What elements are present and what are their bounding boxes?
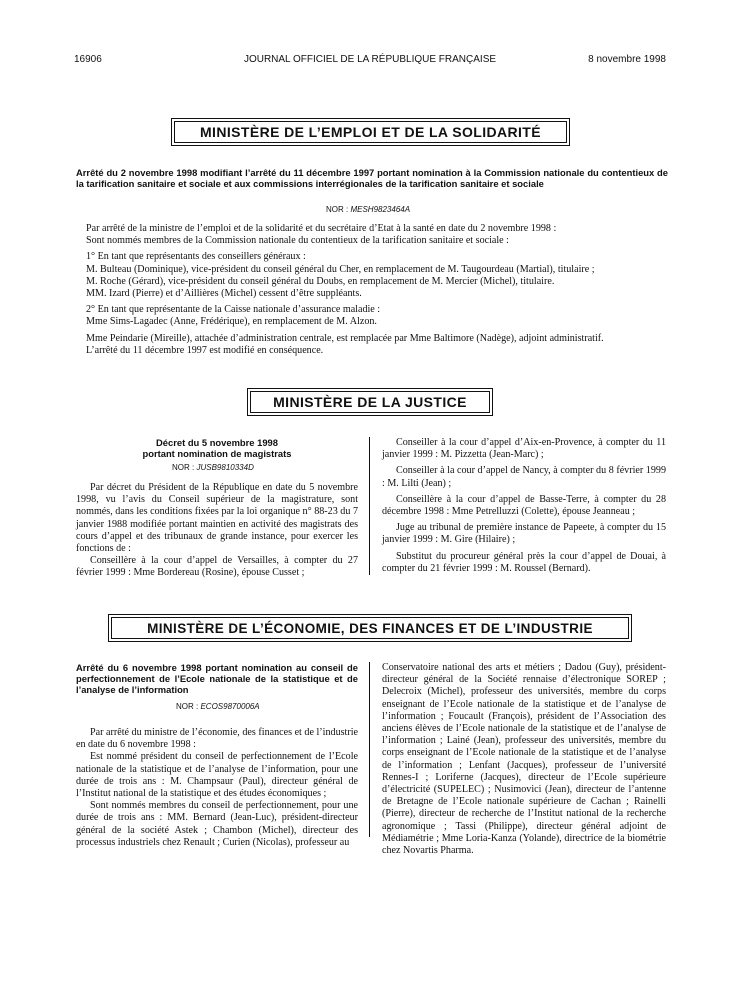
body-paragraph: Par décret du Président de la République en date du 5 novembre 1998, vu l’avis du Conseil supérieur de la magistrature, sont nommés, dans les conditions fixées par la loi organique n° 88-23 du 7 janvier 1988 modifiée portant maintien en activité des magistrats des cours d’appel et des tribunaux de grande instance, pour exercer les fonctions de : xyxy=(76,482,358,555)
nor-code: MESH9823464A xyxy=(350,205,411,214)
body-paragraph: M. Bulteau (Dominique), vice-président du conseil général du Cher, en remplacement de M. Taugourdeau (Martial), titulaire ; xyxy=(86,263,595,275)
body-paragraph: Conseiller à la cour d’appel d’Aix-en-Provence, à compter du 11 janvier 1999 : M. Pizzetta (Jean-Marc) ; xyxy=(382,437,666,461)
body-paragraph: MM. Izard (Pierre) et d’Aillières (Michel) cessent d’être suppléants. xyxy=(86,288,362,300)
body-paragraph: 2° En tant que représentante de la Caisse nationale d’assurance maladie : xyxy=(86,304,381,316)
nor-code: JUSB9810334D xyxy=(196,463,254,472)
decree-body-left xyxy=(76,727,358,849)
column-rule xyxy=(369,437,370,575)
decree-body xyxy=(86,223,668,357)
page-number: 16906 xyxy=(74,54,102,65)
body-paragraph: Par arrêté du ministre de l’économie, des finances et de l’industrie en date du 6 novembre 1998 : xyxy=(76,727,358,751)
decree-title xyxy=(76,437,358,459)
body-paragraph: Conseillère à la cour d’appel de Versailles, à compter du 27 février 1999 : Mme Bordereau (Rosine), épouse Cusset ; xyxy=(76,555,358,579)
decree-body-right xyxy=(382,437,666,575)
decree-body-right xyxy=(382,662,666,857)
body-paragraph: M. Roche (Gérard), vice-président du conseil général du Doubs, en remplacement de M. Mercier (Michel), titulaire. xyxy=(86,275,555,287)
nor-reference xyxy=(326,205,410,214)
column-rule xyxy=(369,662,370,837)
body-paragraph: Mme Peindarie (Mireille), attachée d’administration centrale, est remplacée par Mme Baltimore (Nadège), adjoint administratif. xyxy=(86,332,604,344)
ministry-heading-economie xyxy=(108,614,632,642)
ministry-label: MINISTÈRE DE L’ÉCONOMIE, DES FINANCES ET DE L’INDUSTRIE xyxy=(147,620,593,636)
body-paragraph: Mme Sims-Lagadec (Anne, Frédérique), en remplacement de M. Alzon. xyxy=(86,316,377,328)
journal-title: JOURNAL OFFICIEL DE LA RÉPUBLIQUE FRANÇAISE xyxy=(243,54,497,65)
ministry-heading-emploi xyxy=(171,118,570,146)
body-paragraph: Substitut du procureur général près la cour d’appel de Douai, à compter du 21 février 1999 : M. Roussel (Bernard). xyxy=(382,550,666,574)
body-paragraph: Par arrêté de la ministre de l’emploi et de la solidarité et du secrétaire d’Etat à la santé en date du 2 novembre 1998 : xyxy=(86,223,557,234)
ministry-heading-justice xyxy=(247,388,493,416)
nor-code: ECOS9870006A xyxy=(200,702,260,711)
decree-title-line: portant nomination de magistrats xyxy=(142,448,292,459)
body-paragraph: L’arrêté du 11 décembre 1997 est modifié en conséquence. xyxy=(86,344,324,356)
body-paragraph: Conseillère à la cour d’appel de Basse-Terre, à compter du 28 décembre 1998 : Mme Petrelluzzi (Colette), épouse Jeanneau ; xyxy=(382,493,666,518)
nor-reference xyxy=(176,702,260,711)
nor-label: NOR : xyxy=(176,702,199,711)
ministry-label: MINISTÈRE DE LA JUSTICE xyxy=(273,394,467,410)
decree-title: Arrêté du 2 novembre 1998 modifiant l’arrêté du 11 décembre 1997 portant nomination à la Commission nationale du contentieux de la tarification sanitaire et sociale et aux commissions interrégionales de la tarification sanitaire et sociale xyxy=(76,167,668,189)
issue-date: 8 novembre 1998 xyxy=(588,54,666,65)
body-paragraph: Sont nommés membres du conseil de perfectionnement, pour une durée de trois ans : MM. Bernard (Jean-Luc), président-directeur général de la société Astek ; Chambon (Michel), directeur des processus industriels chez Renault ; Curien (Nicolas), professeur au xyxy=(76,800,358,848)
nor-reference xyxy=(172,463,254,472)
body-paragraph: Est nommé président du conseil de perfectionnement de l’Ecole nationale de la statistique et de l’analyse de l’information, pour une durée de trois ans : M. Champsaur (Paul), directeur général de l’Institut national de la statistique et des études économiques ; xyxy=(76,751,358,800)
body-paragraph: Sont nommés membres de la Commission nationale du contentieux de la tarification sanitaire et sociale : xyxy=(86,235,509,247)
decree-title-line: Décret du 5 novembre 1998 xyxy=(156,437,278,448)
body-paragraph: Conservatoire national des arts et métiers ; Dadou (Guy), président-directeur général de la Société rennaise d’électronique SOREP ; Delecroix (Michel), professeur des universités, membre du corps enseignant de l’Ecole nationale de la statistique et de l’analyse de l’information ; Foucault (François), président de l’Association des anciens élèves de l’Ecole nationale de la statistique et de l’analyse de l’information ; Lainé (Jean), professeur des universités, membre du corps enseignant de l’Ecole nationale de la statistique et de l’analyse de l’information ; Lenfant (Jacques), professeur de l’université Rennes-I ; Loriferne (Jacques), directeur de l’Ecole supérieure d’électricité (SUPELEC) ; Nusimovici (Jean), directeur de l’antenne de Bretagne de l’Ecole nationale supérieure de Cachan ; Rainelli (Pierre), directeur de recherche de l’Institut national de la recherche agronomique ; Tassi (Philippe), directeur général adjoint de Médiamétrie ; Mme Loria-Kanza (Yolande), directrice de la biométrie chez Novartis Pharma. xyxy=(382,662,666,857)
running-header xyxy=(74,54,666,68)
ministry-label: MINISTÈRE DE L’EMPLOI ET DE LA SOLIDARITÉ xyxy=(199,124,541,140)
body-paragraph: Juge au tribunal de première instance de Papeete, à compter du 15 janvier 1999 : M. Gire (Hilaire) ; xyxy=(382,522,666,546)
body-paragraph: Conseiller à la cour d’appel de Nancy, à compter du 8 février 1999 : M. Lilti (Jean) ; xyxy=(382,465,666,489)
decree-body-left xyxy=(76,482,358,580)
body-paragraph: 1° En tant que représentants des conseillers généraux : xyxy=(86,251,306,263)
decree-title: Arrêté du 6 novembre 1998 portant nomination au conseil de perfectionnement de l’Ecole nationale de la statistique et de l’analyse de l’information xyxy=(76,662,358,695)
nor-label: NOR : xyxy=(172,463,195,472)
nor-label: NOR : xyxy=(326,205,349,214)
